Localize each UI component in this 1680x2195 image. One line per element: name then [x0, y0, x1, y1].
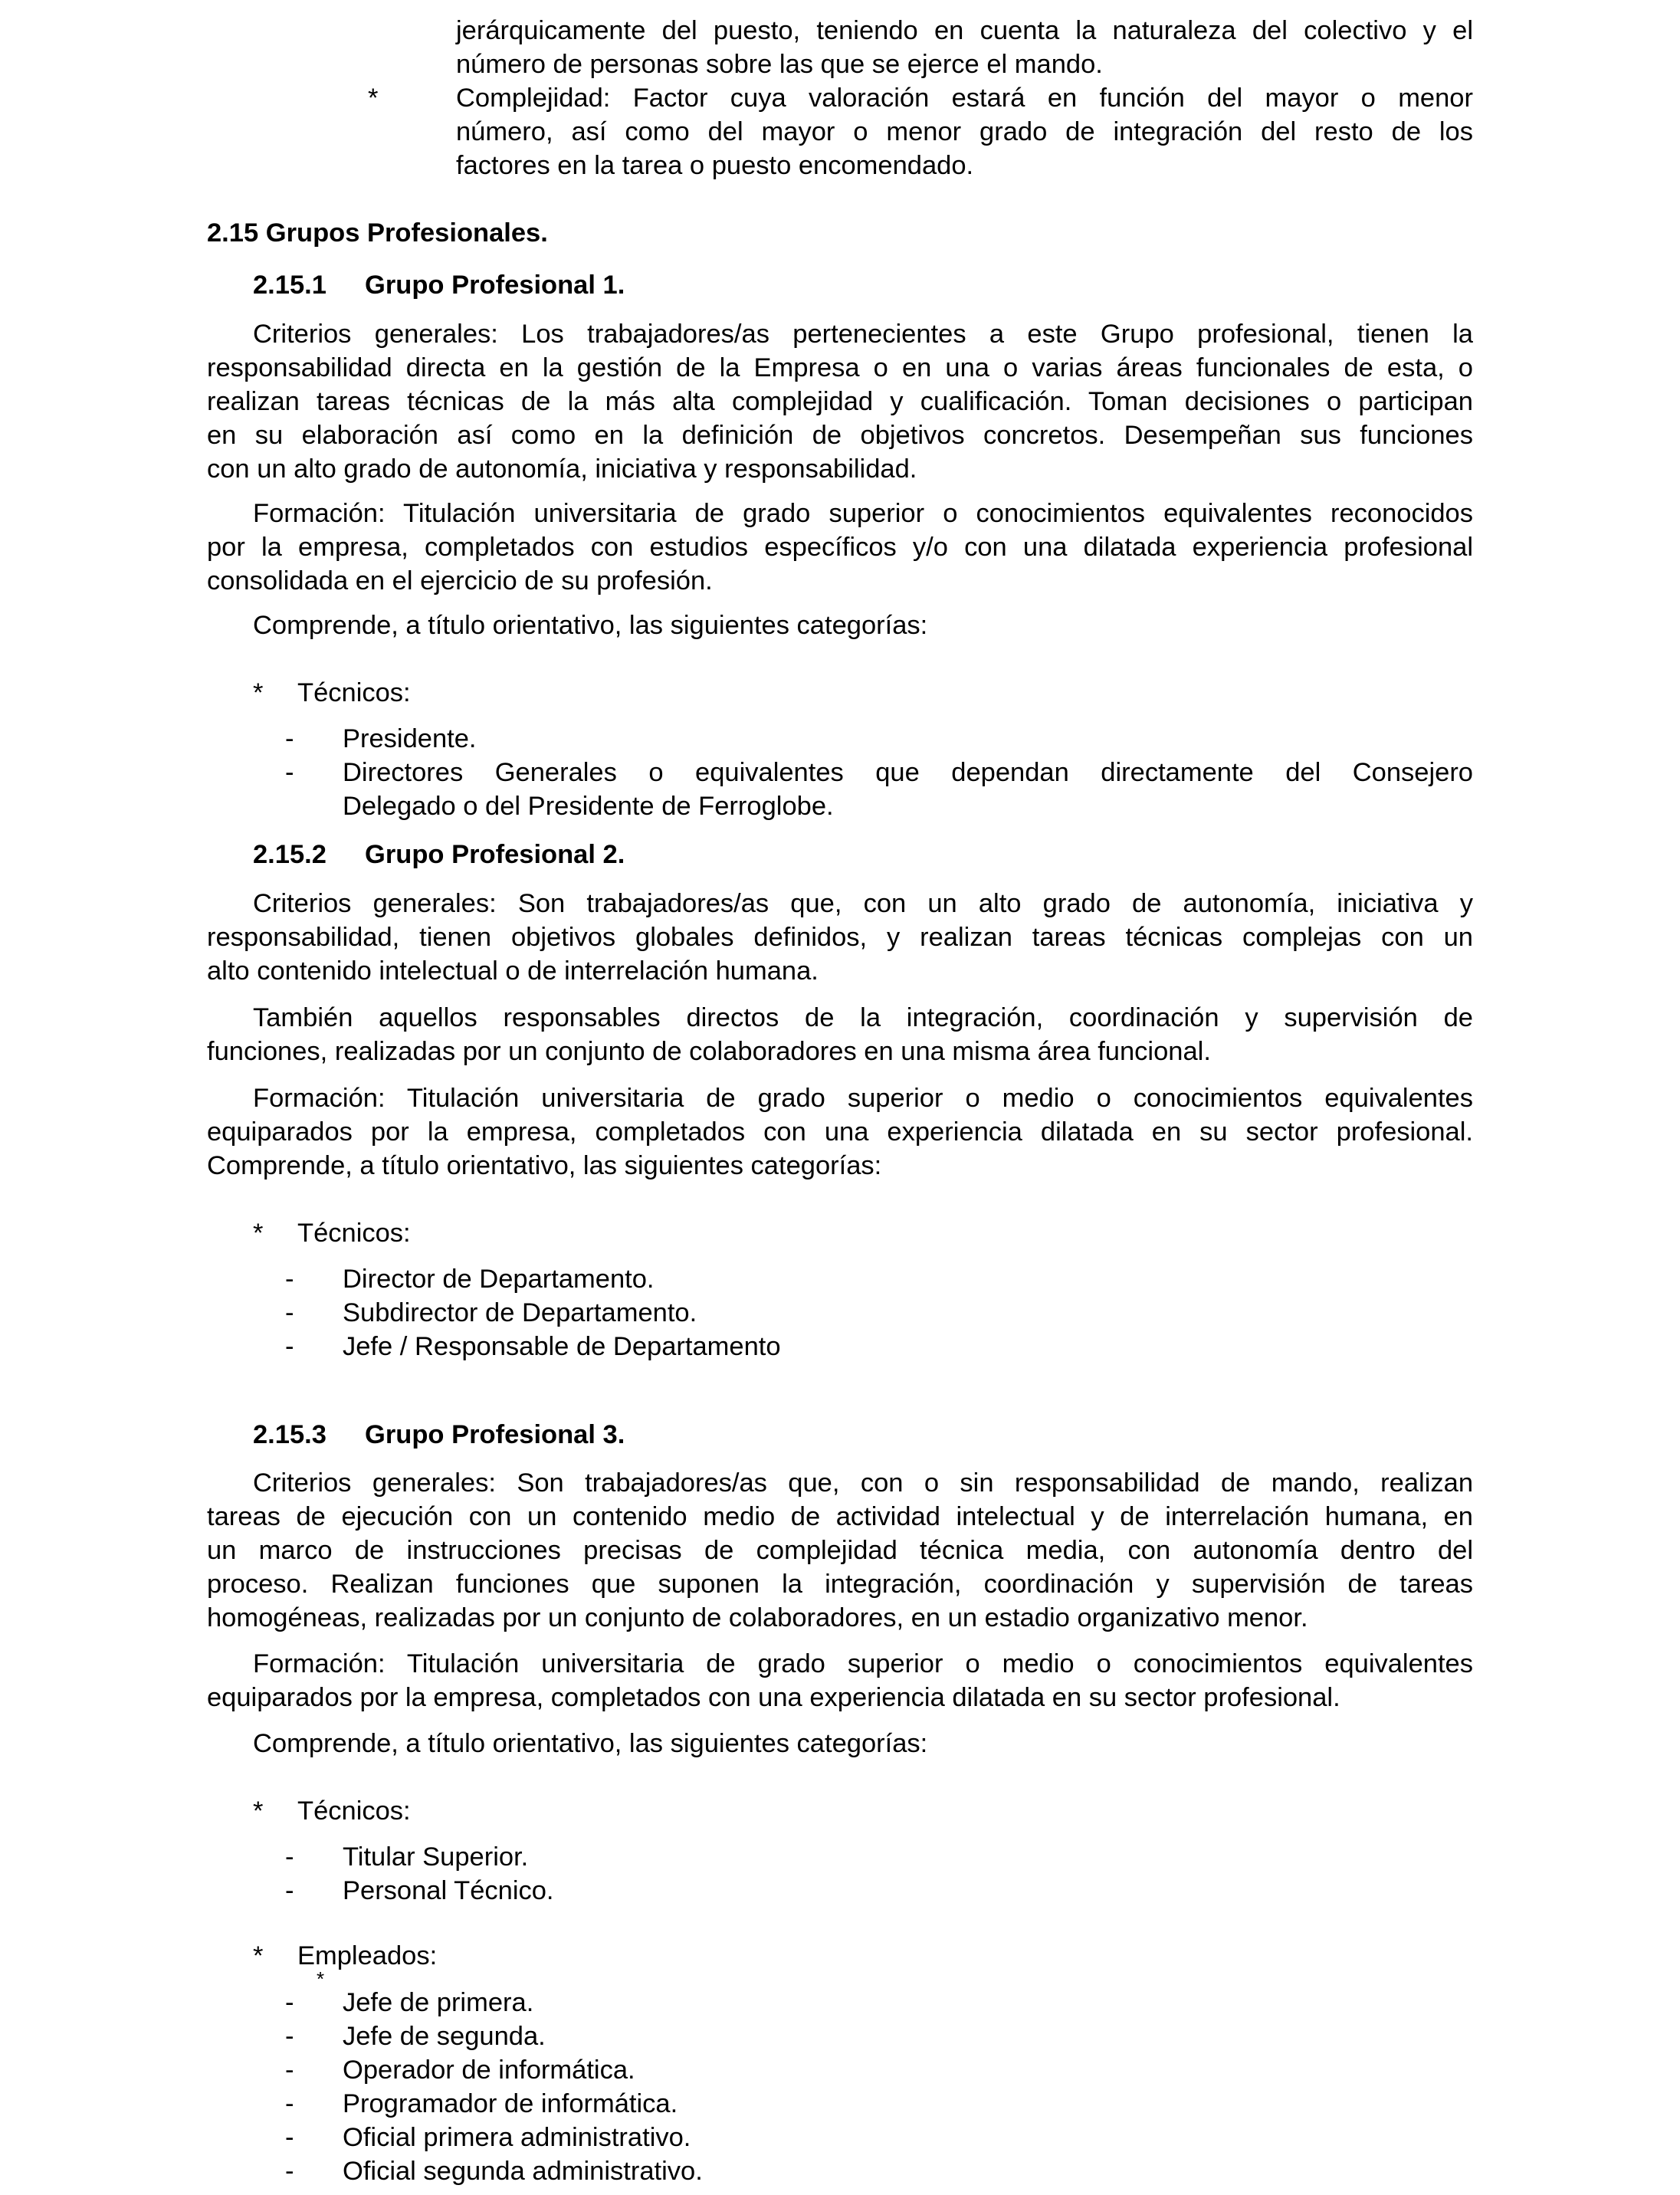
section-title: 2.15 Grupos Profesionales. [207, 218, 548, 248]
list-item: Jefe / Responsable de Departamento [343, 1332, 781, 1361]
stray-asterisk: * [317, 1967, 325, 1990]
paragraph-line: Criterios generales: Son trabajadores/as que, con o sin responsabilidad de mando, realizan [253, 1468, 1473, 1498]
category-label: Empleados: [297, 1941, 438, 1970]
paragraph-line: equiparados por la empresa, completados con una experiencia dilatada en su sector profesional. [207, 1117, 1473, 1147]
category-asterisk: * [253, 1219, 264, 1248]
intro-line: jerárquicamente del puesto, teniendo en cuenta la naturaleza del colectivo y el [456, 16, 1473, 45]
intro-line: número de personas sobre las que se ejerce el mando. [456, 50, 1103, 79]
complejidad-line: Complejidad: Factor cuya valoración estará en función del mayor o menor [456, 84, 1473, 113]
list-item: Delegado o del Presidente de Ferroglobe. [343, 792, 834, 821]
grupo1-number: 2.15.1 [253, 271, 326, 300]
list-item: Directores Generales o equivalentes que dependan directamente del Consejero [343, 758, 1473, 787]
list-item: Programador de informática. [343, 2089, 678, 2118]
paragraph-line: con un alto grado de autonomía, iniciativa y responsabilidad. [207, 454, 917, 484]
category-label: Técnicos: [297, 1219, 411, 1248]
grupo2-heading [253, 838, 625, 871]
grupo3-heading [253, 1418, 625, 1452]
grupo3-title: Grupo Profesional 3. [365, 1420, 625, 1449]
bullet-asterisk: * [368, 84, 379, 113]
list-dash: - [285, 758, 294, 787]
paragraph-line: Criterios generales: Los trabajadores/as pertenecientes a este Grupo profesional, tienen la [253, 320, 1473, 349]
list-dash: - [285, 2056, 294, 2085]
list-item: Presidente. [343, 724, 477, 753]
category-label: Técnicos: [297, 1796, 411, 1826]
list-dash: - [285, 1988, 294, 2017]
paragraph-line: funciones, realizadas por un conjunto de colaboradores en una misma área funcional. [207, 1037, 1211, 1066]
list-dash: - [285, 1876, 294, 1905]
list-dash: - [285, 1332, 294, 1361]
list-item: Director de Departamento. [343, 1265, 655, 1294]
list-item: Jefe de segunda. [343, 2022, 546, 2051]
complejidad-line: factores en la tarea o puesto encomendado. [456, 151, 974, 180]
paragraph-line: Formación: Titulación universitaria de grado superior o conocimientos equivalentes reconocidos [253, 499, 1473, 528]
list-item: Oficial primera administrativo. [343, 2123, 691, 2152]
category-asterisk: * [253, 678, 264, 707]
comprende-line: Comprende, a título orientativo, las siguientes categorías: [207, 1151, 882, 1180]
list-item: Subdirector de Departamento. [343, 1298, 697, 1327]
list-dash: - [285, 2123, 294, 2152]
list-item: Oficial segunda administrativo. [343, 2157, 703, 2186]
grupo1-title: Grupo Profesional 1. [365, 271, 625, 300]
paragraph-line: Formación: Titulación universitaria de grado superior o medio o conocimientos equivalentes [253, 1649, 1473, 1678]
list-dash: - [285, 1298, 294, 1327]
paragraph-line: equiparados por la empresa, completados con una experiencia dilatada en su sector profesional. [207, 1683, 1340, 1712]
paragraph-line: proceso. Realizan funciones que suponen la integración, coordinación y supervisión de tareas [207, 1570, 1473, 1599]
paragraph-line: en su elaboración así como en la definición de objetivos concretos. Desempeñan sus funciones [207, 421, 1473, 450]
paragraph-line: por la empresa, completados con estudios específicos y/o con una dilatada experiencia profesional [207, 533, 1473, 562]
paragraph-line: responsabilidad directa en la gestión de la Empresa o en una o varias áreas funcionales de esta, o [207, 353, 1473, 382]
paragraph-line: alto contenido intelectual o de interrelación humana. [207, 956, 819, 986]
complejidad-line: número, así como del mayor o menor grado de integración del resto de los [456, 117, 1473, 146]
comprende-line: Comprende, a título orientativo, las siguientes categorías: [253, 1729, 928, 1758]
list-item: Titular Superior. [343, 1842, 529, 1872]
paragraph-line: Criterios generales: Son trabajadores/as que, con un alto grado de autonomía, iniciativa y [253, 889, 1473, 918]
paragraph-line: Formación: Titulación universitaria de grado superior o medio o conocimientos equivalentes [253, 1084, 1473, 1113]
list-dash: - [285, 1265, 294, 1294]
paragraph-line: consolidada en el ejercicio de su profesión. [207, 566, 713, 596]
list-item: Operador de informática. [343, 2056, 635, 2085]
grupo1-heading [253, 268, 625, 302]
grupo2-number: 2.15.2 [253, 840, 326, 869]
paragraph-line: tareas de ejecución con un contenido medio de actividad intelectual y de interrelación humana, en [207, 1502, 1473, 1531]
category-asterisk: * [253, 1941, 264, 1970]
list-dash: - [285, 1842, 294, 1872]
comprende-line: Comprende, a título orientativo, las siguientes categorías: [253, 611, 928, 640]
paragraph-line: homogéneas, realizadas por un conjunto de colaboradores, en un estadio organizativo menor. [207, 1603, 1308, 1632]
list-dash: - [285, 2157, 294, 2186]
grupo2-title: Grupo Profesional 2. [365, 840, 625, 869]
list-dash: - [285, 2022, 294, 2051]
paragraph-line: También aquellos responsables directos de la integración, coordinación y supervisión de [253, 1003, 1473, 1032]
list-dash: - [285, 724, 294, 753]
list-item: Personal Técnico. [343, 1876, 554, 1905]
list-item: Jefe de primera. [343, 1988, 534, 2017]
list-dash: - [285, 2089, 294, 2118]
category-label: Técnicos: [297, 678, 411, 707]
paragraph-line: un marco de instrucciones precisas de complejidad técnica media, con autonomía dentro del [207, 1536, 1473, 1565]
paragraph-line: realizan tareas técnicas de la más alta complejidad y cualificación. Toman decisiones o participan [207, 387, 1473, 416]
category-asterisk: * [253, 1796, 264, 1826]
paragraph-line: responsabilidad, tienen objetivos globales definidos, y realizan tareas técnicas complejas con un [207, 923, 1473, 952]
grupo3-number: 2.15.3 [253, 1420, 326, 1449]
